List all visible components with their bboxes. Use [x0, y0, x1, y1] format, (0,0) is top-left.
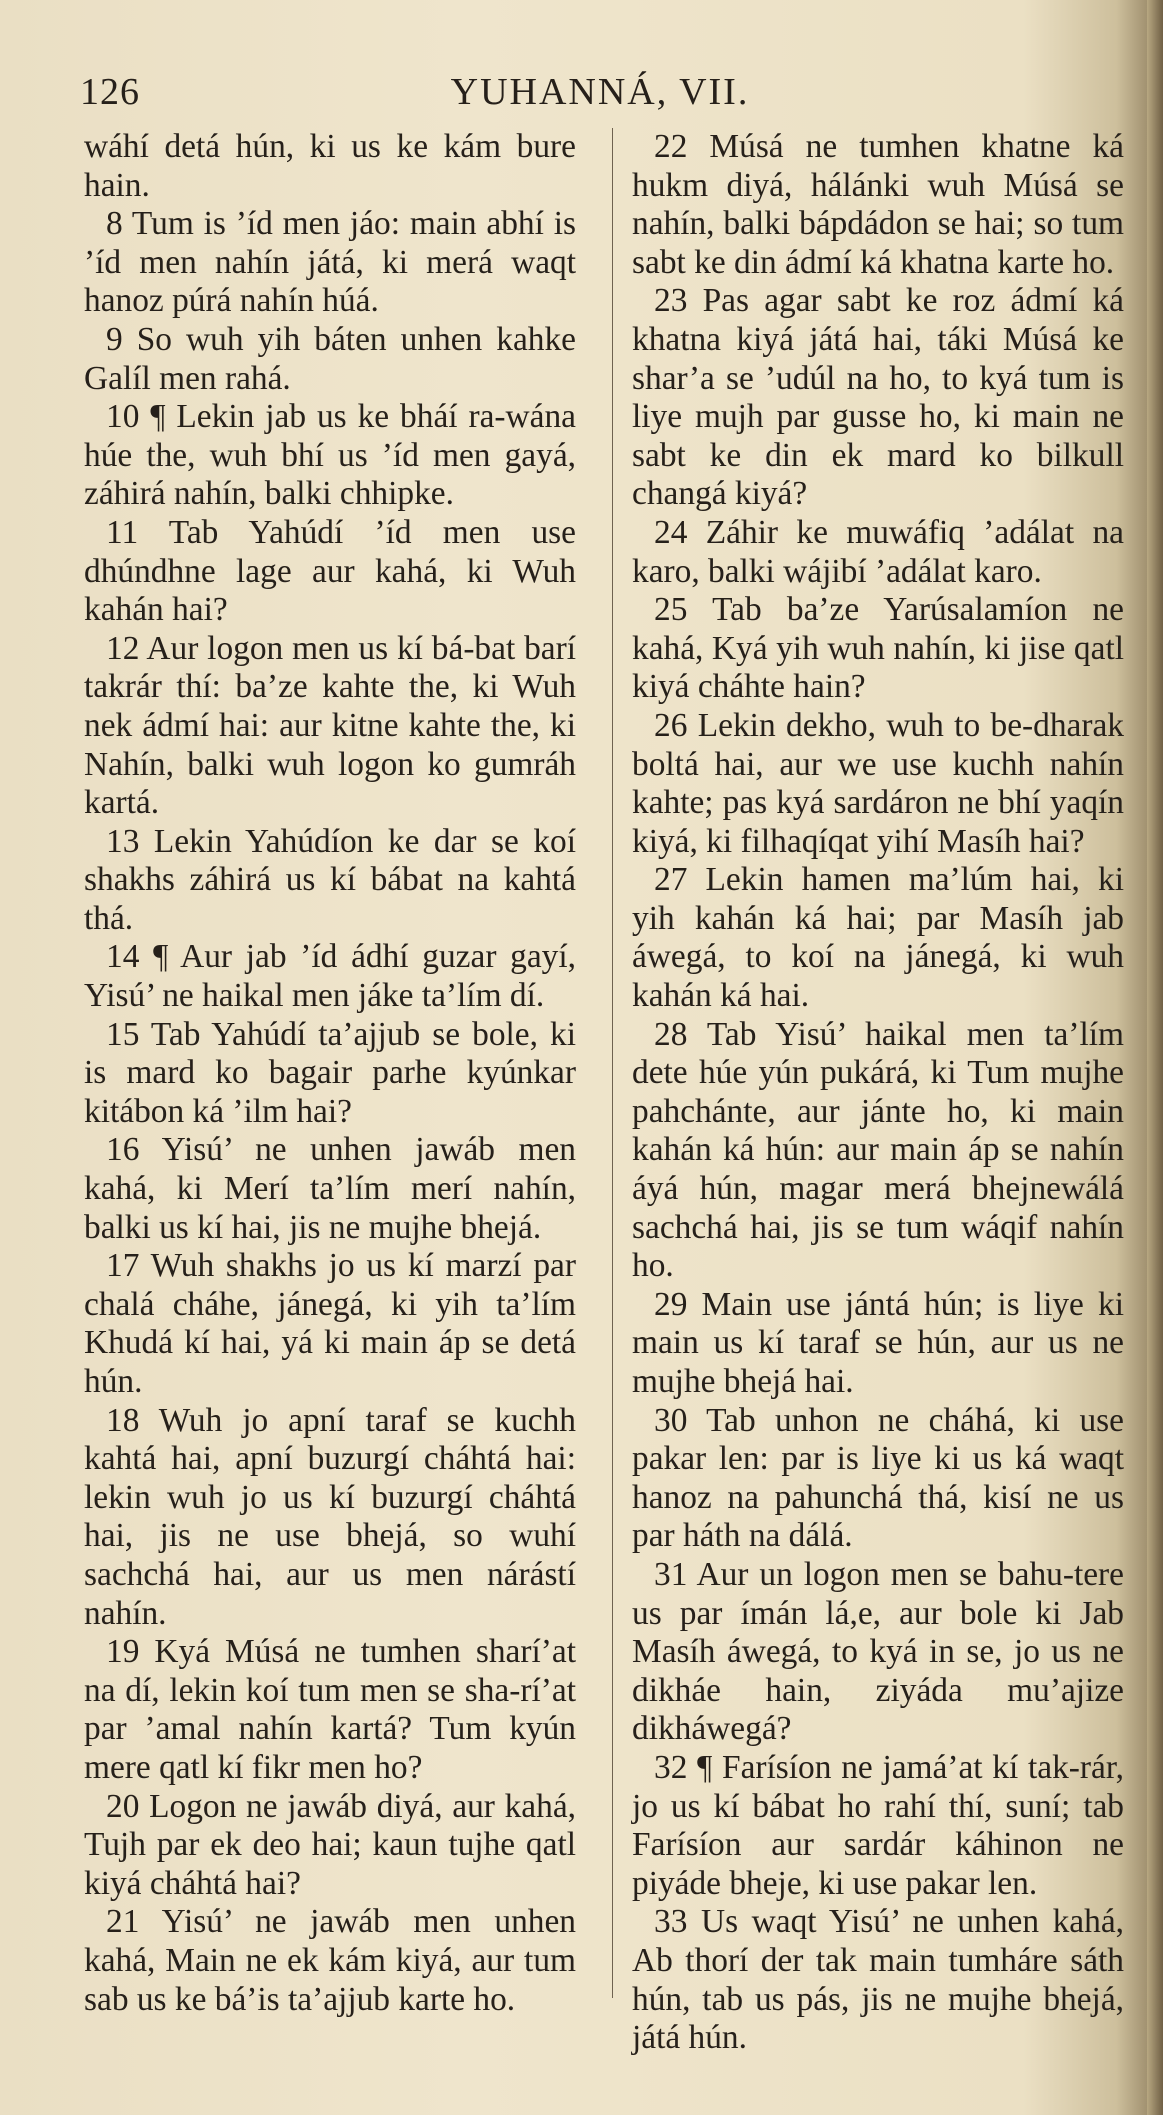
verse-28: 28 Tab Yisú’ haikal men ta’lím dete húe yún pukárá, ki Tum mujhe pahchánte, aur jánte ho, ki main kahán ká hún: aur main áp se nahín áyá hún, magar merá bhejnewálá sachchá hai, jis se tum wáqif nahín ho. [632, 1015, 1124, 1285]
verse-24: 24 Záhir ke muwáfiq ’adálat na karo, balki wájibí ’adálat karo. [632, 513, 1124, 590]
page-header [80, 70, 1120, 120]
verse-8: 8 Tum is ’íd men jáo: main abhí is ’íd men nahín játá, ki merá waqt hanoz púrá nahín húá. [84, 205, 576, 320]
page-number: 126 [80, 71, 140, 113]
page-edge [1147, 0, 1163, 2115]
running-head: YUHANNÁ, VII. [450, 71, 750, 113]
verse-11: 11 Tab Yahúdí ’íd men use dhúndhne lage aur kahá, ki Wuh kahán hai? [84, 513, 576, 629]
verse-27: 27 Lekin hamen ma’lúm hai, ki yih kahán ká hai; par Masíh jab áwegá, to koí na jánegá, ki wuh kahán ká hai. [632, 861, 1124, 1015]
verse-25: 25 Tab ba’ze Yarúsalamíon ne kahá, Kyá yih wuh nahín, ki jise qatl kiyá cháhte hain? [632, 591, 1124, 706]
verse-29: 29 Main use jántá hún; is liye ki main us kí taraf se hún, aur us ne mujhe bhejá hai. [632, 1285, 1124, 1400]
verse-23: 23 Pas agar sabt ke roz ádmí ká khatna kiyá játá hai, táki Músá ke shar’a se ’udúl na ho, to kyá tum is liye mujh par gusse ho, ki main ne sabt ke din ek mard ko bilkull changá kiyá? [632, 282, 1124, 513]
verse-20: 20 Logon ne jawáb diyá, aur kahá, Tujh par ek deo hai; kaun tujhe qatl kiyá cháhtá hai? [84, 1787, 576, 1902]
verse-16: 16 Yisú’ ne unhen jawáb men kahá, ki Merí ta’lím merí nahín, balki us kí hai, jis ne mujhe bhejá. [84, 1131, 576, 1246]
verse-21: 21 Yisú’ ne jawáb men unhen kahá, Main ne ek kám kiyá, aur tum sab us ke bá’is ta’ajjub karte ho. [84, 1903, 576, 2018]
right-column [632, 128, 1124, 2058]
verse-31: 31 Aur un logon men se bahu-tere us par ímán lá,e, aur bole ki Jab Masíh áwegá, to kyá in se, jo us ne dikháe hain, ziyáda mu’ajize dikháwegá? [632, 1555, 1124, 1748]
verse-17: 17 Wuh shakhs jo us kí marzí par chalá cháhe, jánegá, ki yih ta’lím Khudá kí hai, yá ki main áp se detá hún. [84, 1247, 576, 1400]
left-column [84, 128, 576, 2019]
verse-14: 14 ¶ Aur jab ’íd ádhí guzar gayí, Yisú’ ne haikal men jáke ta’lím dí. [84, 938, 576, 1015]
verse-19: 19 Kyá Músá ne tumhen sharí’at na dí, lekin koí tum men se sha-rí’at par ’amal nahín kartá? Tum kyún mere qatl kí fikr men ho? [84, 1633, 576, 1786]
verse-22: 22 Músá ne tumhen khatne ká hukm diyá, hálánki wuh Músá se nahín, balki bápdádon se hai; so tum sabt ke din ádmí ká khatna karte ho. [632, 128, 1124, 281]
verse-text: wáhí detá hún, ki us ke kám bure hain. [84, 128, 576, 204]
verse-12: 12 Aur logon men us kí bá-bat barí takrár thí: ba’ze kahte the, ki Wuh nek ádmí hai: aur kitne kahte the, ki Nahín, balki wuh logon ko gumráh kartá. [84, 629, 576, 822]
column-divider [612, 128, 613, 1998]
verse-26: 26 Lekin dekho, wuh to be-dharak boltá hai, aur we use kuchh nahín kahte; pas kyá sardáron ne bhí yaqín kiyá, ki filhaqíqat yihí Masíh hai? [632, 706, 1124, 860]
verse-13: 13 Lekin Yahúdíon ke dar se koí shakhs záhirá us kí bábat na kahtá thá. [84, 822, 576, 937]
verse-32: 32 ¶ Farísíon ne jamá’at kí tak-rár, jo us kí bábat ho rahí thí, suní; tab Farísíon aur sardár káhinon ne piyáde bheje, ki use pakar len. [632, 1748, 1124, 1902]
verse-9: 9 So wuh yih báten unhen kahke Galíl men rahá. [84, 320, 576, 397]
verse-10: 10 ¶ Lekin jab us ke bháí ra-wána húe the, wuh bhí us ’íd men gayá, záhirá nahín, balki chhipke. [84, 398, 576, 513]
verse-33: 33 Us waqt Yisú’ ne unhen kahá, Ab thorí der tak main tumháre sáth hún, tab us pás, jis ne mujhe bhejá, játá hún. [632, 1903, 1124, 2057]
verse-15: 15 Tab Yahúdí ta’ajjub se bole, ki is mard ko bagair parhe kyúnkar kitábon ká ’ilm hai? [84, 1015, 576, 1130]
verse-30: 30 Tab unhon ne cháhá, ki use pakar len: par is liye ki us ká waqt hanoz na pahunchá thá, kisí ne us par háth na dálá. [632, 1401, 1124, 1555]
verse-18: 18 Wuh jo apní taraf se kuchh kahtá hai, apní buzurgí cháhtá hai: lekin wuh jo us kí buzurgí cháhtá hai, jis ne use bhejá, so wuhí sachchá hai, aur us men nárástí nahín. [84, 1401, 576, 1632]
